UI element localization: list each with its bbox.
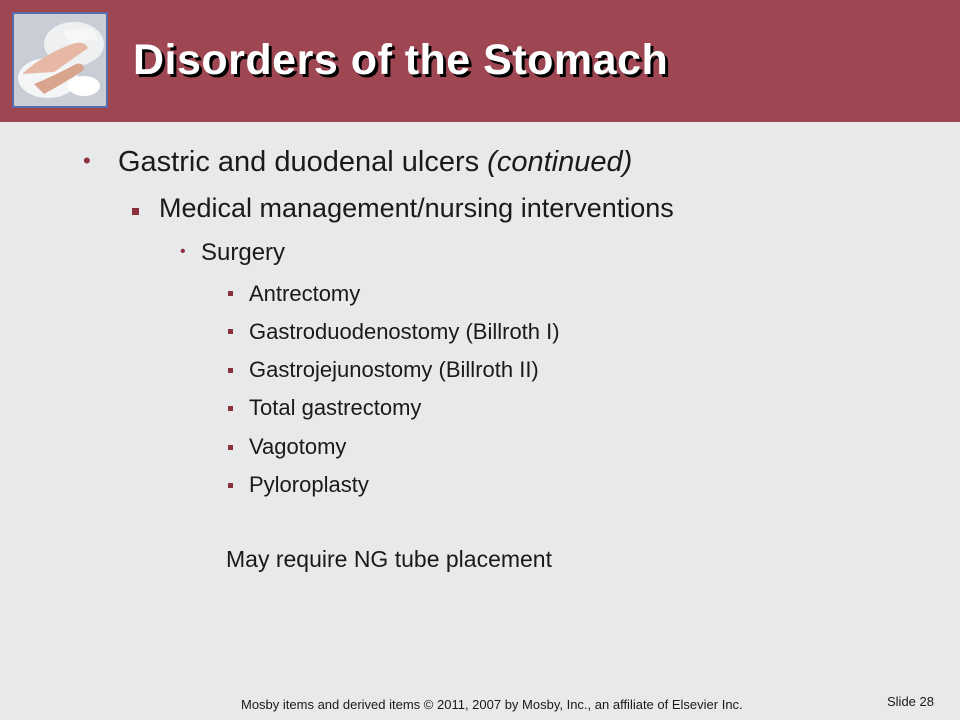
procedure-item: Total gastrectomy [249, 395, 422, 420]
bullet-square-icon [228, 445, 233, 450]
note-text: May require NG tube placement [226, 546, 552, 572]
slide-header [0, 0, 960, 122]
procedure-item: Pyloroplasty [249, 472, 369, 497]
level3-bullet-text: Surgery [201, 239, 286, 266]
bullet-square-icon [228, 329, 233, 334]
bullet-square-icon [228, 483, 233, 488]
bullet-square-icon [228, 406, 233, 411]
level1-italic: (continued) [487, 146, 633, 178]
copyright-footer: Mosby items and derived items © 2011, 2007 by Mosby, Inc., an affiliate of Elsevier Inc. [241, 697, 743, 712]
level2-bullet-text: Medical management/nursing interventions [159, 193, 674, 223]
procedure-item: Antrectomy [249, 281, 361, 306]
bullet-square-icon [132, 208, 139, 215]
bullet-square-icon [228, 291, 233, 296]
bullet-dot-icon: • [83, 148, 91, 173]
level1-text: Gastric and duodenal ulcers [118, 146, 480, 178]
level1-bullet-text [118, 146, 632, 179]
bullet-dot-icon: • [180, 243, 186, 260]
hands-illustration [14, 14, 106, 106]
procedure-item: Vagotomy [249, 434, 347, 459]
slide-title: Disorders of the Stomach [133, 36, 669, 84]
slide-number: Slide 28 [887, 694, 934, 709]
procedure-item: Gastroduodenostomy (Billroth I) [249, 319, 560, 344]
bullet-square-icon [228, 368, 233, 373]
hands-photo-logo [12, 12, 108, 108]
procedure-item: Gastrojejunostomy (Billroth II) [249, 357, 539, 382]
